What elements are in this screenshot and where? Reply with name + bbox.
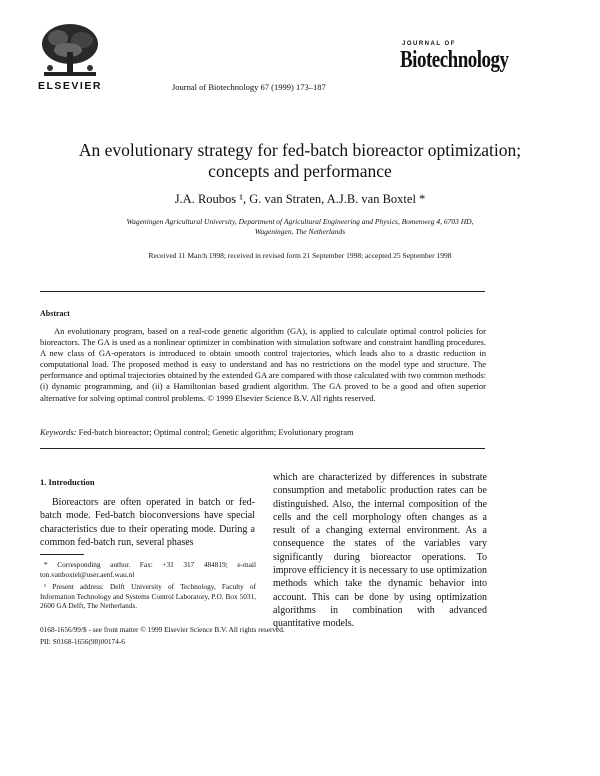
- section-heading-introduction: 1. Introduction: [40, 477, 95, 487]
- keywords: [40, 427, 354, 437]
- divider-bottom: [40, 448, 485, 449]
- intro-column-2: which are characterized by differences in substrate consumption and metabolic production rates can be distinguished. Also, the internal composition of the cells and the cell morphology often changes as a result of a changing external environment. As a consequence the states of the variables vary significantly during bioreactor operations. To improve efficiency it is necessary to use optimization methods which take the dynamic behavior into account. This can be done by using optimization algorithms in combination with advanced quantitative models.: [273, 472, 487, 630]
- title-line-2: concepts and performance: [208, 161, 392, 181]
- journal-logo: Biotechnology: [400, 47, 509, 74]
- article-title: [40, 140, 560, 182]
- abstract-heading: Abstract: [40, 309, 70, 318]
- received-dates: Received 11 March 1998; received in revised form 21 September 1998; accepted 25 September 1998: [148, 251, 452, 260]
- affiliation-line-1: Wageningen Agricultural University, Department of Agricultural Engineering and Physics, Bomenweg 4, 6703 HD,: [126, 217, 474, 226]
- keywords-list: Fed-batch bioreactor; Optimal control; Genetic algorithm; Evolutionary program: [78, 427, 354, 437]
- title-line-1: An evolutionary strategy for fed-batch bioreactor optimization;: [78, 140, 522, 160]
- footnote-corresponding: * Corresponding author. Fax: +31 317 484819; e-mail ton.vanboxtel@user.aenf.wau.nl: [40, 560, 256, 579]
- journal-citation: Journal of Biotechnology 67 (1999) 173–187: [172, 82, 326, 92]
- affiliation-line-2: Wageningen, The Netherlands: [254, 227, 346, 236]
- abstract-text: An evolutionary program, based on a real-code genetic algorithm (GA), is applied to calculate optimal control policies for bioreactors. The GA is used as a nonlinear optimizer in combination with simulation software and constraint handling procedures. A new class of GA-operators is introduced to obtain smooth control trajectories, which leads also to a drastic reduction in computational load. The proposed method is easy to understand and has no restrictions on the model type and structure. The performance and optimal trajectories obtained by the extended GA are compared with those calculated with two common methods: (i) dynamic programming, and (ii) a Hamiltonian based gradient algorithm. The GA proved to be a good and often superior alternative for solving optimal control problems. © 1999 Elsevier Science B.V. All rights reserved.: [40, 326, 486, 403]
- footer-pii: PII: S0168-1656(98)00174-6: [40, 637, 125, 646]
- footnote-present-address: ¹ Present address: Delft University of Technology, Faculty of Information Technology and Systems Control Laboratory, P.O. Box 5031, 2600 GA Delft, The Netherlands.: [40, 582, 256, 610]
- intro-column-1: Bioreactors are often operated in batch or fed-batch mode. Fed-batch bioconversions have special characteristics due to their operating mode. During a common fed-batch run, several phases: [40, 497, 255, 548]
- elsevier-tree-logo: [38, 22, 102, 80]
- journal-logo-prefix: JOURNAL OF: [402, 41, 456, 47]
- authors: J.A. Roubos ¹, G. van Straten, A.J.B. van Boxtel *: [174, 192, 426, 206]
- divider-top: [40, 291, 485, 292]
- affiliation: [40, 217, 560, 237]
- footer-copyright: 0168-1656/99/$ - see front matter © 1999 Elsevier Science B.V. All rights reserved.: [40, 625, 285, 634]
- publisher-name: ELSEVIER: [38, 80, 102, 92]
- footnote-rule: [40, 554, 84, 555]
- keywords-label: Keywords:: [40, 427, 77, 437]
